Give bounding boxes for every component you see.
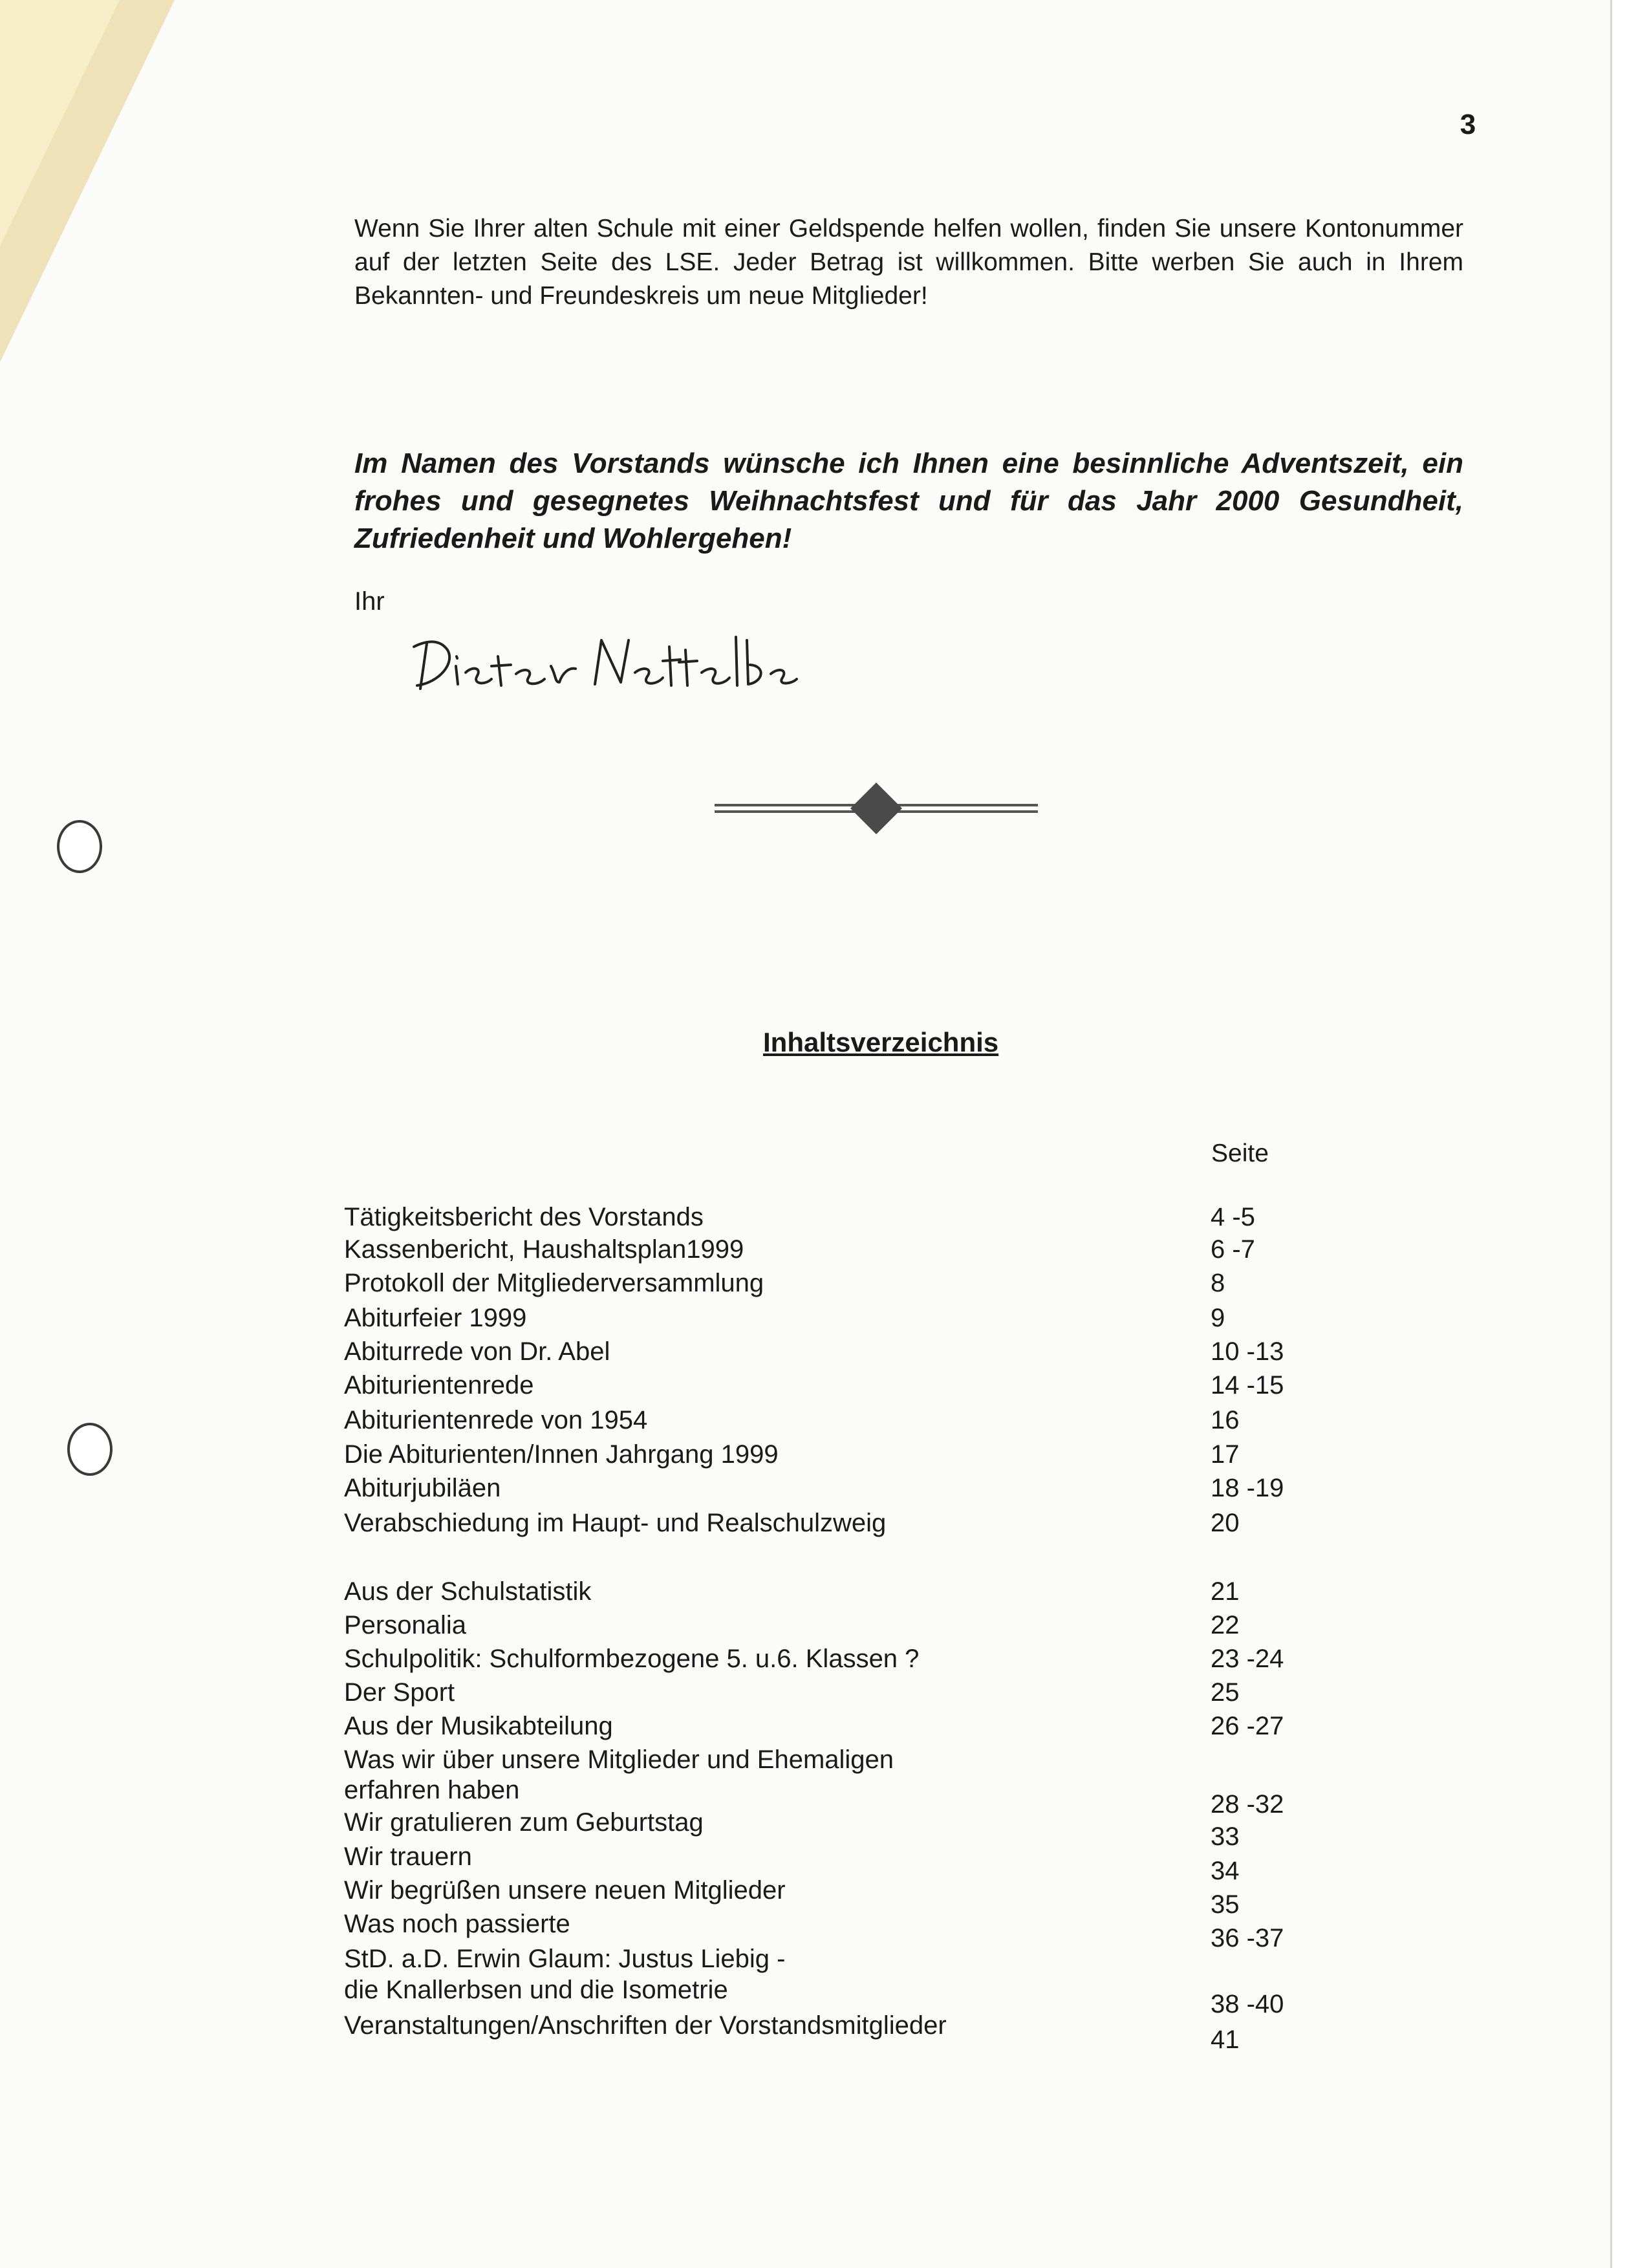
punch-hole-top (57, 820, 102, 873)
toc-entry-page: 22 (1211, 1611, 1240, 1639)
toc-entry-page: 17 (1211, 1440, 1240, 1469)
toc-entry (344, 1806, 1314, 1851)
toc-entry-title: Schulpolitik: Schulformbezogene 5. u.6. Klassen ? (344, 1645, 920, 1673)
toc-entry-page: 20 (1211, 1509, 1240, 1537)
toc-entry (344, 1233, 1314, 1266)
toc-entry-title: Abiturfeier 1999 (344, 1304, 527, 1332)
toc-entry-page: 26 -27 (1211, 1712, 1284, 1740)
toc-entry-page: 14 -15 (1211, 1371, 1284, 1399)
toc-entry (344, 2009, 1314, 2054)
toc-entry-title: Der Sport (344, 1678, 455, 1707)
toc-entry-page: 6 -7 (1211, 1235, 1255, 1264)
toc-entry-title: Was wir über unsere Mitglieder und Ehemaligen (344, 1745, 894, 1774)
toc-entry-page: 35 (1211, 1890, 1240, 1919)
toc-entry (344, 1841, 1314, 1885)
toc-entry (344, 1438, 1314, 1471)
toc-entry-title: StD. a.D. Erwin Glaum: Justus Liebig - (344, 1945, 786, 1973)
toc-entry (344, 1908, 1314, 1952)
toc-entry (344, 1609, 1314, 1641)
toc-entry-title: Verabschiedung im Haupt- und Realschulzweig (344, 1509, 887, 1537)
toc-entry (344, 1643, 1314, 1675)
toc-entry (344, 1974, 1314, 2018)
toc-entry-page: 36 -37 (1211, 1924, 1284, 1952)
toc-entry (344, 1710, 1314, 1742)
toc-entry (344, 1744, 1314, 1776)
toc-entry-title: Tätigkeitsbericht des Vorstands (344, 1203, 704, 1231)
toc-entry (344, 1575, 1314, 1608)
toc-entry (344, 1472, 1314, 1504)
toc-entry-title: Veranstaltungen/Anschriften der Vorstandsmitglieder (344, 2011, 947, 2040)
toc-entry-page: 18 -19 (1211, 1474, 1284, 1502)
ornamental-divider (715, 779, 1038, 837)
toc-entry-title: Wir begrüßen unsere neuen Mitglieder (344, 1876, 786, 1905)
toc-entry-page: 38 -40 (1211, 1990, 1284, 2018)
toc-entry-title: Was noch passierte (344, 1910, 570, 1938)
toc-entry-title: Abiturientenrede (344, 1371, 534, 1399)
toc-entry-page: 28 -32 (1211, 1790, 1284, 1819)
intro-paragraph: Wenn Sie Ihrer alten Schule mit einer Geldspende helfen wollen, finden Sie unsere Kontonummer auf der letzten Seite des LSE. Jeder Betrag ist willkommen. Bitte werben Sie auch in Ihrem Bekannten- und Freundeskreis um neue Mitglieder! (354, 215, 1463, 310)
toc-entry-page: 4 -5 (1211, 1203, 1255, 1231)
toc-page-column-label: Seite (1211, 1139, 1269, 1167)
toc-entry-title: Protokoll der Mitgliederversammlung (344, 1269, 764, 1297)
toc-entry-title: Kassenbericht, Haushaltsplan1999 (344, 1235, 744, 1264)
toc-entry-title: die Knallerbsen und die Isometrie (344, 1976, 728, 2004)
toc-entry-title: Abiturjubiläen (344, 1474, 501, 1502)
folded-corner-inner (0, 0, 120, 246)
toc-entry-page: 41 (1211, 2025, 1240, 2054)
toc-entry-page: 23 -24 (1211, 1645, 1284, 1673)
toc-heading: Inhaltsverzeichnis (763, 1027, 999, 1057)
toc-entry-page: 16 (1211, 1406, 1240, 1434)
toc-entry (344, 1201, 1314, 1233)
handwritten-signature (401, 621, 802, 711)
toc-entry (344, 1774, 1314, 1819)
toc-entry-title: Wir gratulieren zum Geburtstag (344, 1808, 704, 1837)
toc-entry-title: Die Abiturienten/Innen Jahrgang 1999 (344, 1440, 779, 1469)
toc-entry-page: 9 (1211, 1304, 1225, 1332)
toc-entry-title: Personalia (344, 1611, 467, 1639)
toc-entry-title: Wir trauern (344, 1842, 472, 1871)
toc-entry-page: 21 (1211, 1577, 1240, 1606)
toc-entry-title: erfahren haben (344, 1776, 520, 1804)
toc-entry (344, 1676, 1314, 1709)
closing-word: Ihr (354, 587, 385, 616)
toc-entry-page: 25 (1211, 1678, 1240, 1707)
toc-entry (344, 1507, 1314, 1539)
toc-entry-title: Abiturrede von Dr. Abel (344, 1337, 610, 1366)
toc-entry-page: 34 (1211, 1857, 1240, 1885)
toc-entry (344, 1369, 1314, 1401)
toc-entry (344, 1404, 1314, 1436)
punch-hole-bottom (67, 1423, 113, 1476)
toc-entry-title: Aus der Musikabteilung (344, 1712, 613, 1740)
toc-entry (344, 1943, 1314, 1975)
greeting-paragraph: Im Namen des Vorstands wünsche ich Ihnen eine besinnliche Adventszeit, ein frohes und gesegnetes Weihnachtsfest und für das Jahr 2000 Gesundheit, Zufriedenheit und Wohlergehen! (354, 448, 1463, 554)
toc-entry-title: Abiturientenrede von 1954 (344, 1406, 648, 1434)
toc-entry (344, 1302, 1314, 1334)
toc-entry-title: Aus der Schulstatistik (344, 1577, 592, 1606)
toc-entry (344, 1267, 1314, 1299)
toc-entry (344, 1335, 1314, 1368)
toc-entry (344, 1874, 1314, 1919)
toc-entry-page: 10 -13 (1211, 1337, 1284, 1366)
page-number: 3 (1460, 109, 1476, 140)
toc-entry-page: 33 (1211, 1822, 1240, 1851)
toc-entry-page: 8 (1211, 1269, 1225, 1297)
